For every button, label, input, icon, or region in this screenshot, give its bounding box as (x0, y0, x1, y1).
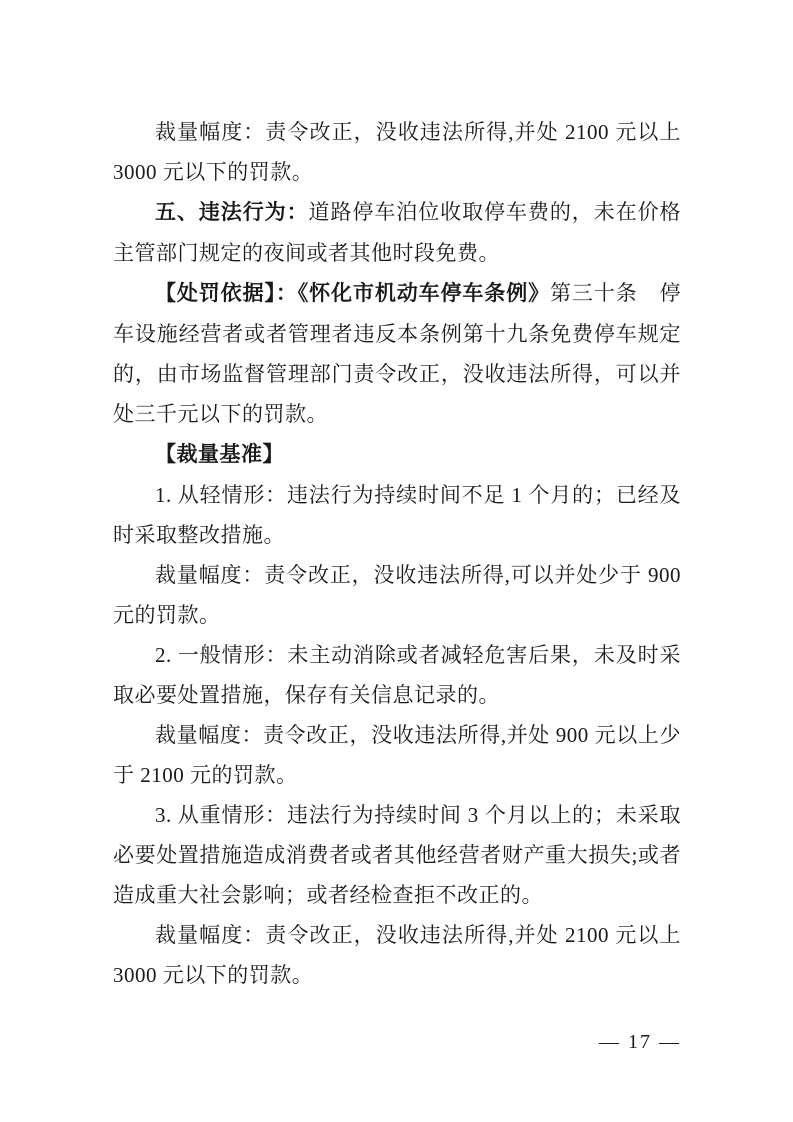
paragraph (113, 434, 681, 475)
paragraph-text: 2. 一般情形：未主动消除或者减轻危害后果，未及时采取必要处置措施，保存有关信息记录的。 (113, 643, 681, 707)
document-body (113, 112, 681, 995)
paragraph-text: 裁量幅度：责令改正，没收违法所得,并处 900 元以上少于 2100 元的罚款。 (113, 723, 681, 787)
paragraph (113, 795, 681, 915)
paragraph (113, 635, 681, 715)
paragraph-text: 裁量幅度：责令改正，没收违法所得,并处 2100 元以上 3000 元以下的罚款。 (113, 923, 681, 987)
paragraph-lead: 【处罚依据】：《怀化市机动车停车条例》 (155, 282, 551, 305)
paragraph (113, 475, 681, 555)
paragraph-text: 道路停车泊位收取停车费的，未在价格主管部门规定的夜间或者其他时段免费。 (113, 200, 682, 265)
paragraph (113, 715, 681, 795)
paragraph-text: 裁量幅度：责令改正，没收违法所得,可以并处少于 900 元的罚款。 (113, 563, 681, 627)
paragraph-text: 裁量幅度：责令改正，没收违法所得,并处 2100 元以上 3000 元以下的罚款。 (113, 120, 681, 184)
paragraph (113, 555, 681, 635)
paragraph-text: 第三十条 停车设施经营者或者管理者违反本条例第十九条免费停车规定的，由市场监督管理部门责令改正，没收违法所得，可以并处三千元以下的罚款。 (113, 281, 682, 426)
page-footer (599, 1030, 681, 1054)
paragraph (113, 112, 681, 192)
page-number: — 17 — (599, 1031, 681, 1053)
paragraph-lead: 五、违法行为： (155, 201, 309, 224)
paragraph (113, 192, 681, 273)
paragraph-text: 1. 从轻情形：违法行为持续时间不足 1 个月的；已经及时采取整改措施。 (113, 483, 681, 547)
paragraph-text: 3. 从重情形：违法行为持续时间 3 个月以上的；未采取必要处置措施造成消费者或者其他经营者财产重大损失;或者造成重大社会影响；或者经检查拒不改正的。 (113, 803, 681, 907)
paragraph (113, 273, 681, 434)
paragraph (113, 915, 681, 995)
paragraph-lead: 【裁量基准】 (155, 443, 284, 466)
